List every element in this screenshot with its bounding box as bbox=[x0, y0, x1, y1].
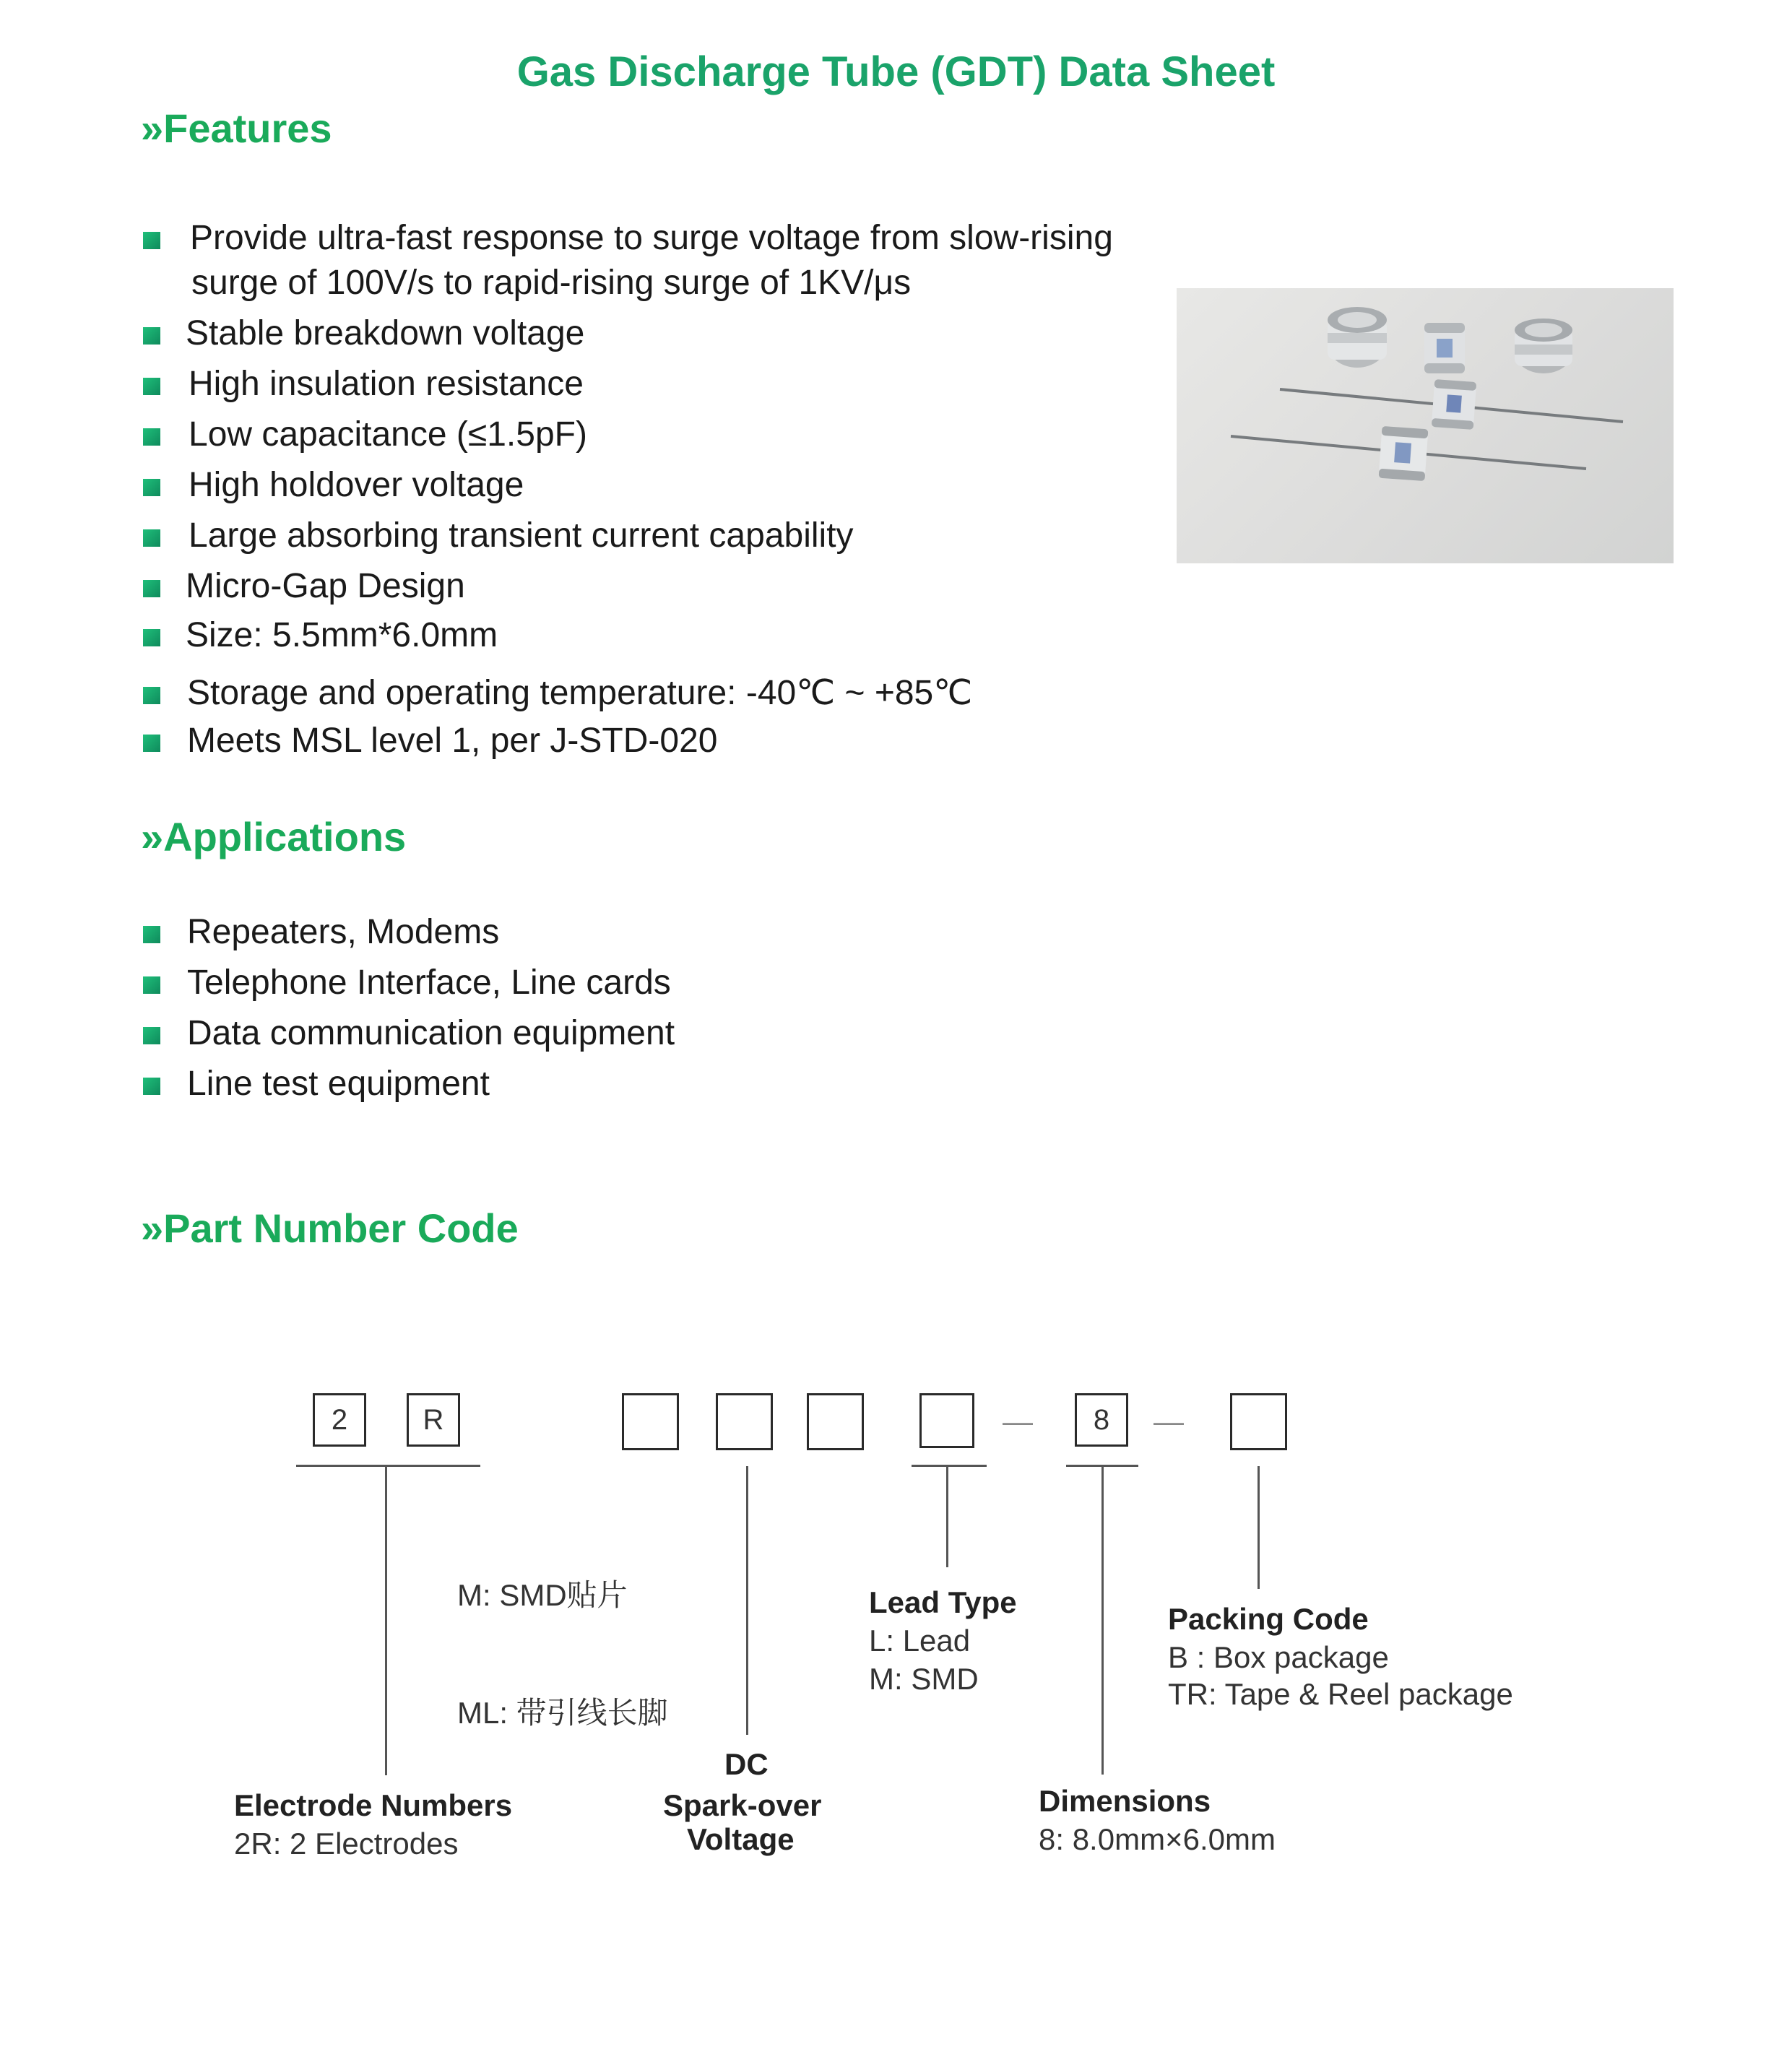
packing-tr: TR: Tape & Reel package bbox=[1168, 1677, 1513, 1711]
lead-type-m: M: SMD bbox=[869, 1662, 979, 1696]
lead-type-l: L: Lead bbox=[869, 1624, 971, 1658]
voltage-line2: Spark-over bbox=[663, 1788, 822, 1822]
part-number-heading: »Part Number Code bbox=[141, 1205, 519, 1251]
leader-line bbox=[1258, 1466, 1260, 1589]
dimensions-value: 8: 8.0mm×6.0mm bbox=[1039, 1822, 1276, 1856]
underline bbox=[296, 1465, 480, 1467]
smd-option: M: SMD贴片 bbox=[457, 1578, 628, 1612]
features-heading: »Features bbox=[141, 105, 332, 151]
lead-type-title: Lead Type bbox=[869, 1585, 1017, 1619]
packing-b: B : Box package bbox=[1168, 1640, 1389, 1674]
code-box-packing bbox=[1230, 1393, 1287, 1450]
voltage-line3: Voltage bbox=[687, 1822, 795, 1856]
dimensions-title: Dimensions bbox=[1039, 1784, 1211, 1818]
leader-line bbox=[385, 1466, 387, 1775]
dash-separator: — bbox=[1153, 1404, 1184, 1438]
dash-separator: — bbox=[1003, 1404, 1033, 1438]
code-box-dimensions: 8 bbox=[1075, 1393, 1128, 1447]
code-box-electrode-2: R bbox=[407, 1393, 460, 1447]
leader-line bbox=[1101, 1466, 1104, 1775]
page-title: Gas Discharge Tube (GDT) Data Sheet bbox=[516, 48, 1276, 95]
voltage-line1: DC bbox=[724, 1747, 769, 1781]
code-box-electrode-1: 2 bbox=[313, 1393, 366, 1447]
leader-line bbox=[946, 1466, 948, 1567]
code-box-voltage-2 bbox=[716, 1393, 773, 1450]
applications-heading: »Applications bbox=[141, 814, 407, 859]
code-box-voltage-1 bbox=[622, 1393, 679, 1450]
lead-option: ML: 带引线长脚 bbox=[457, 1696, 668, 1730]
underline bbox=[912, 1465, 987, 1467]
packing-title: Packing Code bbox=[1168, 1602, 1369, 1636]
leader-line bbox=[746, 1466, 748, 1735]
code-box-voltage-3 bbox=[807, 1393, 864, 1450]
electrode-value: 2R: 2 Electrodes bbox=[234, 1827, 459, 1860]
code-box-lead-type bbox=[919, 1393, 974, 1448]
electrode-title: Electrode Numbers bbox=[234, 1788, 513, 1822]
